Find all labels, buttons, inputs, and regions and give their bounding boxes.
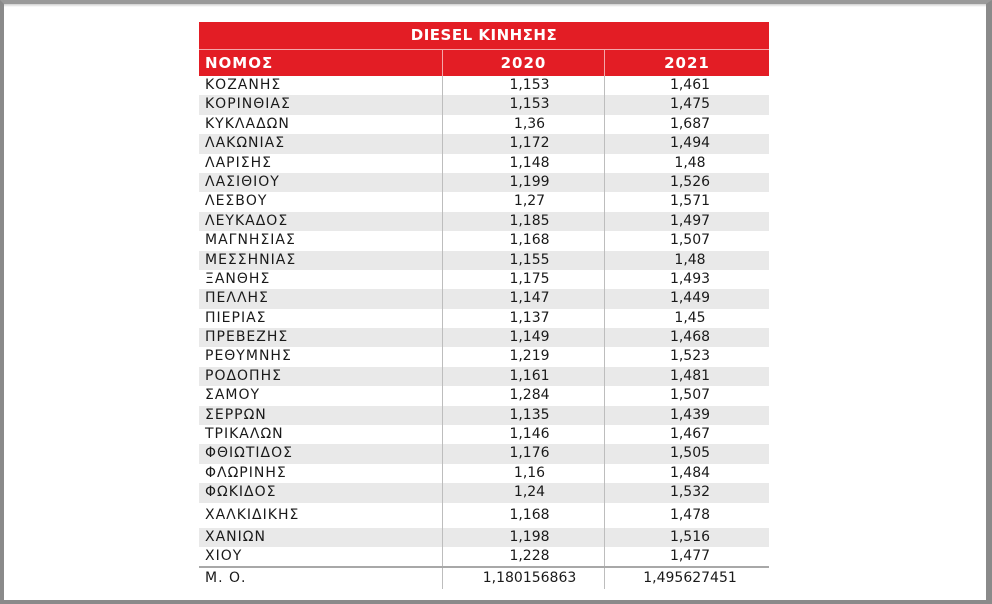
row-value-2020: 1,219 (442, 347, 604, 366)
row-nomos: ΜΑΓΝΗΣΙΑΣ (205, 232, 296, 249)
row-value-2021: 1,449 (604, 289, 769, 308)
row-value-2021: 1,481 (604, 367, 769, 386)
row-value-2021: 1,477 (604, 547, 769, 566)
header-2020: 2020 (442, 50, 604, 76)
row-value-2020: 1,147 (442, 289, 604, 308)
row-value-2021: 1,516 (604, 528, 769, 547)
row-value-2021: 1,467 (604, 425, 769, 444)
table-row (199, 76, 769, 95)
table-row (199, 547, 769, 566)
table-row (199, 231, 769, 250)
table-row (199, 134, 769, 153)
row-value-2020: 1,199 (442, 173, 604, 192)
row-value-2020: 1,16 (442, 464, 604, 483)
row-value-2020: 1,36 (442, 115, 604, 134)
row-nomos: ΣΕΡΡΩΝ (205, 406, 267, 423)
table-row (199, 154, 769, 173)
row-nomos: ΚΥΚΛΑΔΩΝ (205, 115, 290, 132)
table-row (199, 212, 769, 231)
table-row (199, 347, 769, 366)
row-nomos: ΦΩΚΙΔΟΣ (205, 484, 277, 501)
row-value-2020: 1,172 (442, 134, 604, 153)
row-nomos: ΦΘΙΩΤΙΔΟΣ (205, 445, 293, 462)
row-nomos: ΛΑΣΙΘΙΟΥ (205, 173, 280, 190)
row-nomos: ΠΡΕΒΕΖΗΣ (205, 329, 289, 346)
row-value-2021: 1,468 (604, 328, 769, 347)
row-value-2021: 1,494 (604, 134, 769, 153)
row-value-2021: 1,475 (604, 95, 769, 114)
average-2021: 1,495627451 (604, 568, 769, 589)
row-nomos: ΜΕΣΣΗΝΙΑΣ (205, 251, 297, 268)
average-row (199, 566, 769, 589)
row-value-2020: 1,175 (442, 270, 604, 289)
row-value-2020: 1,176 (442, 444, 604, 463)
header-2021: 2021 (604, 50, 769, 76)
table-row (199, 528, 769, 547)
average-2020: 1,180156863 (442, 568, 604, 589)
row-value-2021: 1,505 (604, 444, 769, 463)
row-nomos: ΤΡΙΚΑΛΩΝ (205, 426, 284, 443)
row-value-2020: 1,24 (442, 483, 604, 502)
row-value-2021: 1,48 (604, 154, 769, 173)
table-body (199, 76, 769, 566)
row-value-2021: 1,523 (604, 347, 769, 366)
table-title: DIESEL ΚΙΝΗΣΗΣ (199, 22, 769, 49)
row-nomos: ΚΟΡΙΝΘΙΑΣ (205, 96, 291, 113)
row-value-2020: 1,155 (442, 251, 604, 270)
row-nomos: ΚΟΖΑΝΗΣ (205, 77, 282, 93)
row-value-2020: 1,185 (442, 212, 604, 231)
row-value-2021: 1,48 (604, 251, 769, 270)
row-nomos: ΧΑΝΙΩΝ (205, 528, 266, 545)
row-value-2020: 1,135 (442, 406, 604, 425)
row-nomos: ΠΕΛΛΗΣ (205, 290, 269, 307)
row-nomos: ΡΕΘΥΜΝΗΣ (205, 348, 292, 365)
table-row (199, 425, 769, 444)
row-value-2021: 1,461 (604, 76, 769, 95)
row-value-2021: 1,687 (604, 115, 769, 134)
row-value-2021: 1,532 (604, 483, 769, 502)
table-row (199, 503, 769, 528)
table-row (199, 251, 769, 270)
row-value-2021: 1,526 (604, 173, 769, 192)
row-nomos: ΦΛΩΡΙΝΗΣ (205, 464, 287, 481)
table-row (199, 309, 769, 328)
row-value-2021: 1,439 (604, 406, 769, 425)
row-value-2021: 1,497 (604, 212, 769, 231)
row-value-2020: 1,146 (442, 425, 604, 444)
row-value-2020: 1,168 (442, 231, 604, 250)
row-nomos: ΣΑΜΟΥ (205, 387, 261, 404)
row-value-2021: 1,507 (604, 386, 769, 405)
row-value-2021: 1,571 (604, 192, 769, 211)
row-nomos: ΛΑΡΙΣΗΣ (205, 154, 272, 171)
row-value-2020: 1,198 (442, 528, 604, 547)
row-nomos: ΞΑΝΘΗΣ (205, 270, 271, 287)
row-value-2020: 1,228 (442, 547, 604, 566)
row-value-2020: 1,153 (442, 76, 604, 95)
table-row (199, 270, 769, 289)
table-row (199, 464, 769, 483)
row-value-2020: 1,284 (442, 386, 604, 405)
row-value-2021: 1,507 (604, 231, 769, 250)
table-row (199, 173, 769, 192)
table-row (199, 289, 769, 308)
table-row (199, 483, 769, 502)
row-nomos: ΧΙΟΥ (205, 547, 243, 564)
table-row (199, 192, 769, 211)
row-value-2020: 1,149 (442, 328, 604, 347)
row-nomos: ΠΙΕΡΙΑΣ (205, 309, 267, 326)
average-label: Μ. Ο. (205, 570, 247, 587)
table-row (199, 386, 769, 405)
table-header-row (199, 49, 769, 76)
diesel-price-table (199, 22, 769, 589)
row-value-2020: 1,27 (442, 192, 604, 211)
row-value-2020: 1,168 (442, 503, 604, 528)
row-nomos: ΛΕΥΚΑΔΟΣ (205, 212, 289, 229)
row-nomos: ΛΕΣΒΟΥ (205, 193, 268, 210)
row-value-2021: 1,478 (604, 503, 769, 528)
row-value-2020: 1,137 (442, 309, 604, 328)
row-nomos: ΛΑΚΩΝΙΑΣ (205, 135, 286, 152)
table-row (199, 406, 769, 425)
table-row (199, 444, 769, 463)
row-value-2021: 1,45 (604, 309, 769, 328)
row-nomos: ΡΟΔΟΠΗΣ (205, 367, 282, 384)
row-value-2021: 1,484 (604, 464, 769, 483)
table-row (199, 95, 769, 114)
row-value-2020: 1,161 (442, 367, 604, 386)
row-value-2021: 1,493 (604, 270, 769, 289)
table-row (199, 115, 769, 134)
header-nomos: ΝΟΜΟΣ (205, 54, 274, 72)
row-value-2020: 1,148 (442, 154, 604, 173)
table-row (199, 367, 769, 386)
table-row (199, 328, 769, 347)
row-nomos: ΧΑΛΚΙΔΙΚΗΣ (205, 506, 300, 523)
row-value-2020: 1,153 (442, 95, 604, 114)
